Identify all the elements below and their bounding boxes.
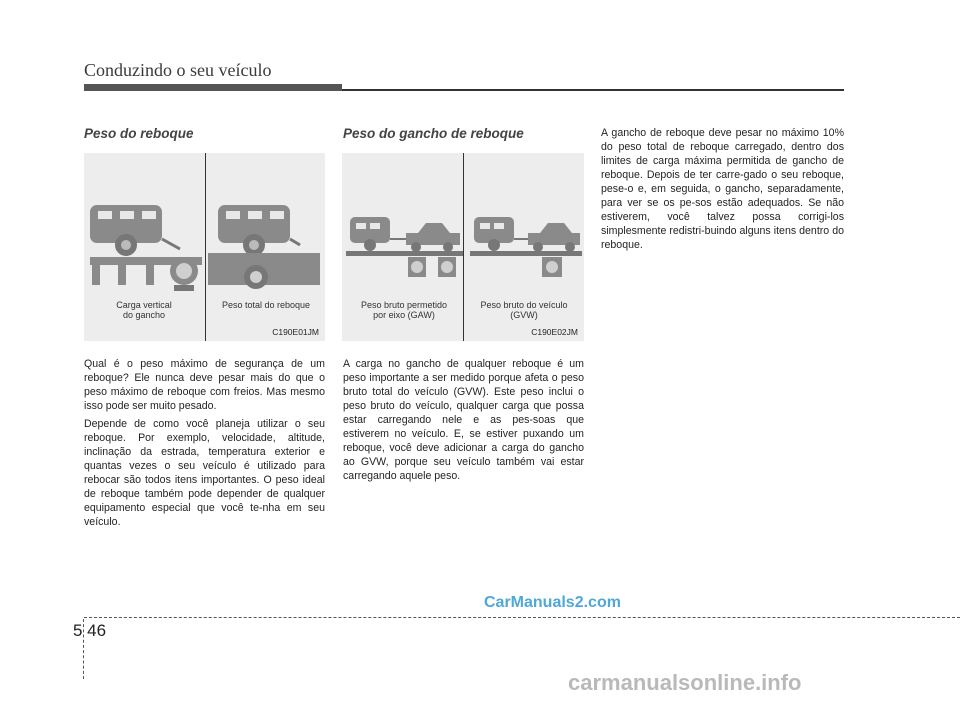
figure-divider [463,153,464,341]
footer-dashed-line [84,617,960,618]
col1-text [84,357,325,533]
figure-hitch-weight [342,153,584,341]
caption-gvw: Peso bruto do veículo (GVW) [480,300,568,320]
header-rule-thin [342,89,844,91]
col3-text [601,126,844,256]
paragraph: A carga no gancho de qualquer reboque é um peso importante a ser medido porque afeta o peso bruto total do veículo (GVW). Este peso inclui o peso bruto do veículo, qualquer carga que possa estar carregando nele e as pes-soas que estiverem no veículo. E, se estiver puxando um reboque, você deve adicionar a carga do gancho ao GVW, porque seu veículo também vai estar carregando aquele peso. [343,358,584,482]
caption-total-trailer-weight: Peso total do reboque [221,300,311,310]
caption-gaw: Peso bruto permetido por eixo (GAW) [360,300,448,320]
col2-text [343,357,584,487]
figure-code: C190E01JM [272,327,319,337]
section-heading-peso-reboque: Peso do reboque [84,126,194,141]
figure-divider [205,153,206,341]
chapter-title: Conduzindo o seu veículo [84,60,272,80]
paragraph: A gancho de reboque deve pesar no máximo 10% do peso total de reboque carregado, dentro dos limites de carga máxima permitida de gancho de reboque. Depois de ter carre-gado o seu reboque, pese-o e, em seguida, o gancho, separadamente, para ver se os pe-sos estão adequados. Se não estiverem, você talvez possa corrigi-los simplesmente redistri-buindo alguns itens dentro do reboque. [601,127,844,251]
watermark-carmanuals2[interactable]: CarManuals2.com [484,594,621,611]
figure-trailer-weight [84,153,325,341]
paragraph: Depende de como você planeja utilizar o seu reboque. Por exemplo, velocidade, altitude, inclinação da estrada, temperatura exterior e quantas vezes o seu veículo é utilizado para rebocar são todos itens importantes. O peso ideal de reboque também pode depender de qualquer equipamento especial que você te-nha em seu veículo. [84,418,325,528]
watermark-carmanualsonline[interactable]: carmanualsonline.info [568,670,802,695]
section-heading-peso-gancho: Peso do gancho de reboque [343,126,524,141]
figure-code: C190E02JM [531,327,578,337]
page-number: 5 46 [73,621,107,640]
header-rule-thick [84,84,342,91]
caption-vertical-load: Carga vertical do gancho [116,300,172,320]
paragraph: Qual é o peso máximo de segurança de um reboque? Ele nunca deve pesar mais do que o peso máximo de reboque com freios. Mas mesmo isso pode ser muito pesado. [84,358,325,412]
